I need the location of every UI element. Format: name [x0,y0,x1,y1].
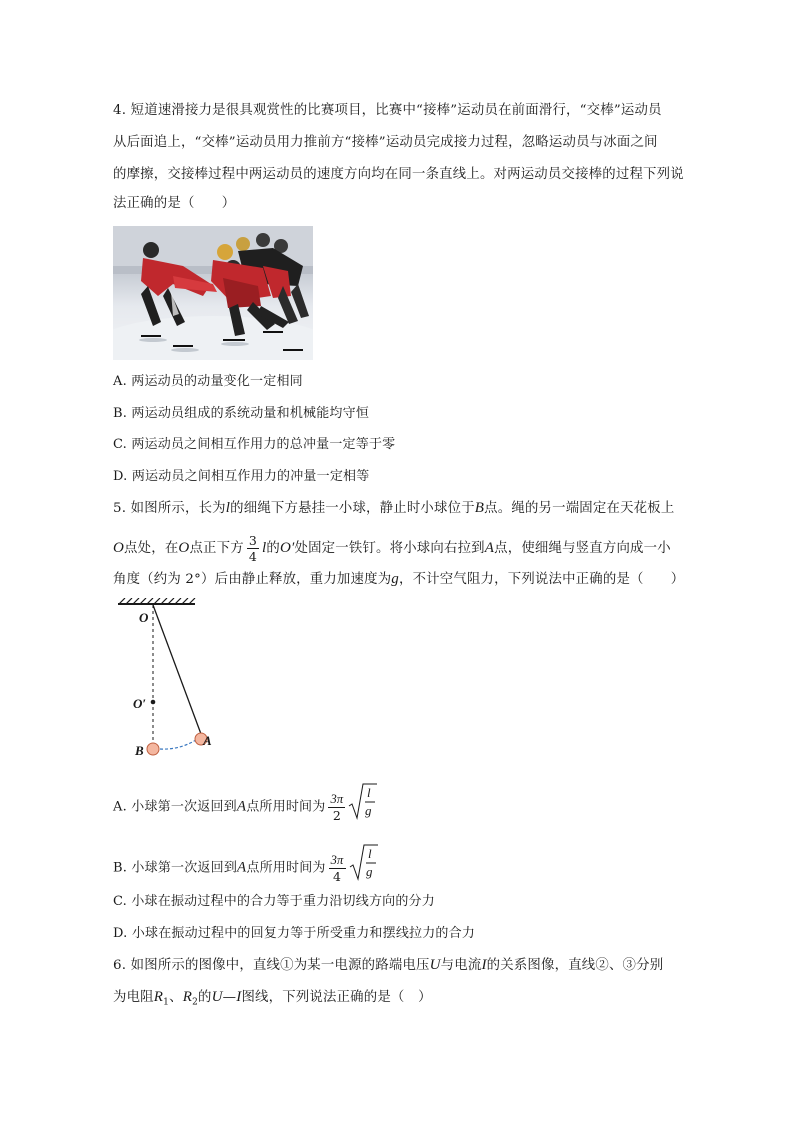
var-R1: R [153,989,164,1005]
q4-line-4: 法正确的是（ ） [113,196,236,211]
frac-numerator: 3π [330,852,344,867]
q5-text: 的 [266,541,280,556]
frac-denominator: 2 [332,807,341,823]
ball-at-B [147,743,159,755]
q6-line-2 [113,987,432,1013]
sqrt-numerator: l [367,846,372,861]
q5-line-3 [113,569,684,590]
q5-line-1 [113,498,674,519]
sqrt-l-over-g [349,843,379,893]
q5-line-2 [113,533,671,564]
label-O-prime: O′ [133,696,147,711]
var-R2: R [182,989,193,1005]
q4-option-a: A. 两运动员的动量变化一定相同 [113,374,303,389]
fraction-3pi-over-2 [328,792,345,823]
var-B: B [474,500,485,516]
q6-text: 为电阻 [113,990,154,1005]
q5-option-c: C. 小球在振动过程中的合力等于重力沿切线方向的分力 [113,894,435,909]
var-O: O [178,540,190,556]
var-O-prime: O′ [279,540,295,556]
var-l: l [262,540,267,556]
var-g: g [391,571,399,587]
q5-text: 处固定一铁钉。将小球向右拉到 [294,541,485,556]
var-A: A [484,540,495,556]
q4-option-b: B. 两运动员组成的系统动量和机械能均守恒 [113,406,370,421]
q4-option-c: C. 两运动员之间相互作用力的总冲量一定等于零 [113,437,396,452]
speed-skating-relay-photo [113,226,313,360]
q5-option-b [113,843,379,893]
q6-text: — [222,990,237,1005]
fraction-three-quarters [247,533,259,564]
q5-text: ，不计空气阻力，下列说法中正确的是（ ） [399,572,685,587]
subscript-1: 1 [163,997,170,1008]
q4-line-1: 4. 短道速滑接力是很具观赏性的比赛项目，比赛中“接棒”运动员在前面滑行，“交棒”运动员 [113,103,662,118]
q5-text: 5. 如图所示，长为 [113,501,226,516]
q6-text: 6. 如图所示的图像中，直线①为某一电源的路端电压 [113,958,430,973]
q5-text: 点正下方 [189,541,244,556]
q5-text: A. 小球第一次返回到 [113,799,237,815]
label-B: B [135,743,144,758]
pendulum-diagram [113,598,223,763]
q5-text: 点所用时间为 [246,860,326,876]
q6-text: 图线，下列说法正确的是（ ） [241,990,432,1005]
pendulum-string [153,605,201,734]
q6-text: 的 [198,990,212,1005]
q4-line-3: 的摩擦，交接棒过程中两运动员的速度方向均在同一条直线上。对两运动员交接棒的过程下列说 [113,167,684,182]
var-A: A [236,798,247,815]
sqrt-denominator: g [365,864,373,879]
q5-option-d: D. 小球在振动过程中的回复力等于所受重力和摆线拉力的合力 [113,926,476,941]
var-U: U [429,957,441,973]
var-I: I [481,957,487,973]
label-O: O [139,610,149,625]
sqrt-numerator: l [367,785,372,800]
swing-arc [160,740,196,749]
q5-text: 的细绳下方悬挂一小球，静止时小球位于 [230,501,475,516]
var-A: A [237,859,247,876]
var-l: l [225,500,231,516]
q5-text: 点所用时间为 [246,799,326,815]
var-I: I [236,989,242,1005]
frac-denominator: 4 [248,549,257,564]
label-A: A [203,733,212,748]
frac-numerator: 3 [248,533,257,548]
q4-line-2: 从后面追上，“交棒”运动员用力推前方“接棒”运动员完成接力过程，忽略运动员与冰面之间 [113,135,658,150]
q5-text: 点。绳的另一端固定在天花板上 [484,501,675,516]
q6-text: 与电流 [440,958,482,973]
var-O: O [113,540,125,556]
subscript-2: 2 [192,997,198,1008]
frac-numerator: 3π [330,791,344,806]
q4-option-d: D. 两运动员之间相互作用力的冲量一定相等 [113,469,370,484]
var-U: U [211,989,223,1005]
sqrt-denominator: g [365,803,373,818]
fraction-3pi-over-4 [329,853,346,884]
q5-option-a [113,782,378,832]
sqrt-l-over-g [348,782,378,832]
q5-text: B. 小球第一次返回到 [113,860,238,876]
q6-line-1 [113,955,663,976]
q6-text: 、 [169,990,183,1005]
q6-text: 的关系图像，直线②、③分别 [486,958,664,973]
nail-point [151,700,156,705]
frac-denominator: 4 [332,868,342,884]
q5-text: 点，使细绳与竖直方向成一小 [494,541,671,556]
q5-text: 角度（约为 2°）后由静止释放，重力加速度为 [113,572,392,587]
q5-text: 点处，在 [124,541,179,556]
